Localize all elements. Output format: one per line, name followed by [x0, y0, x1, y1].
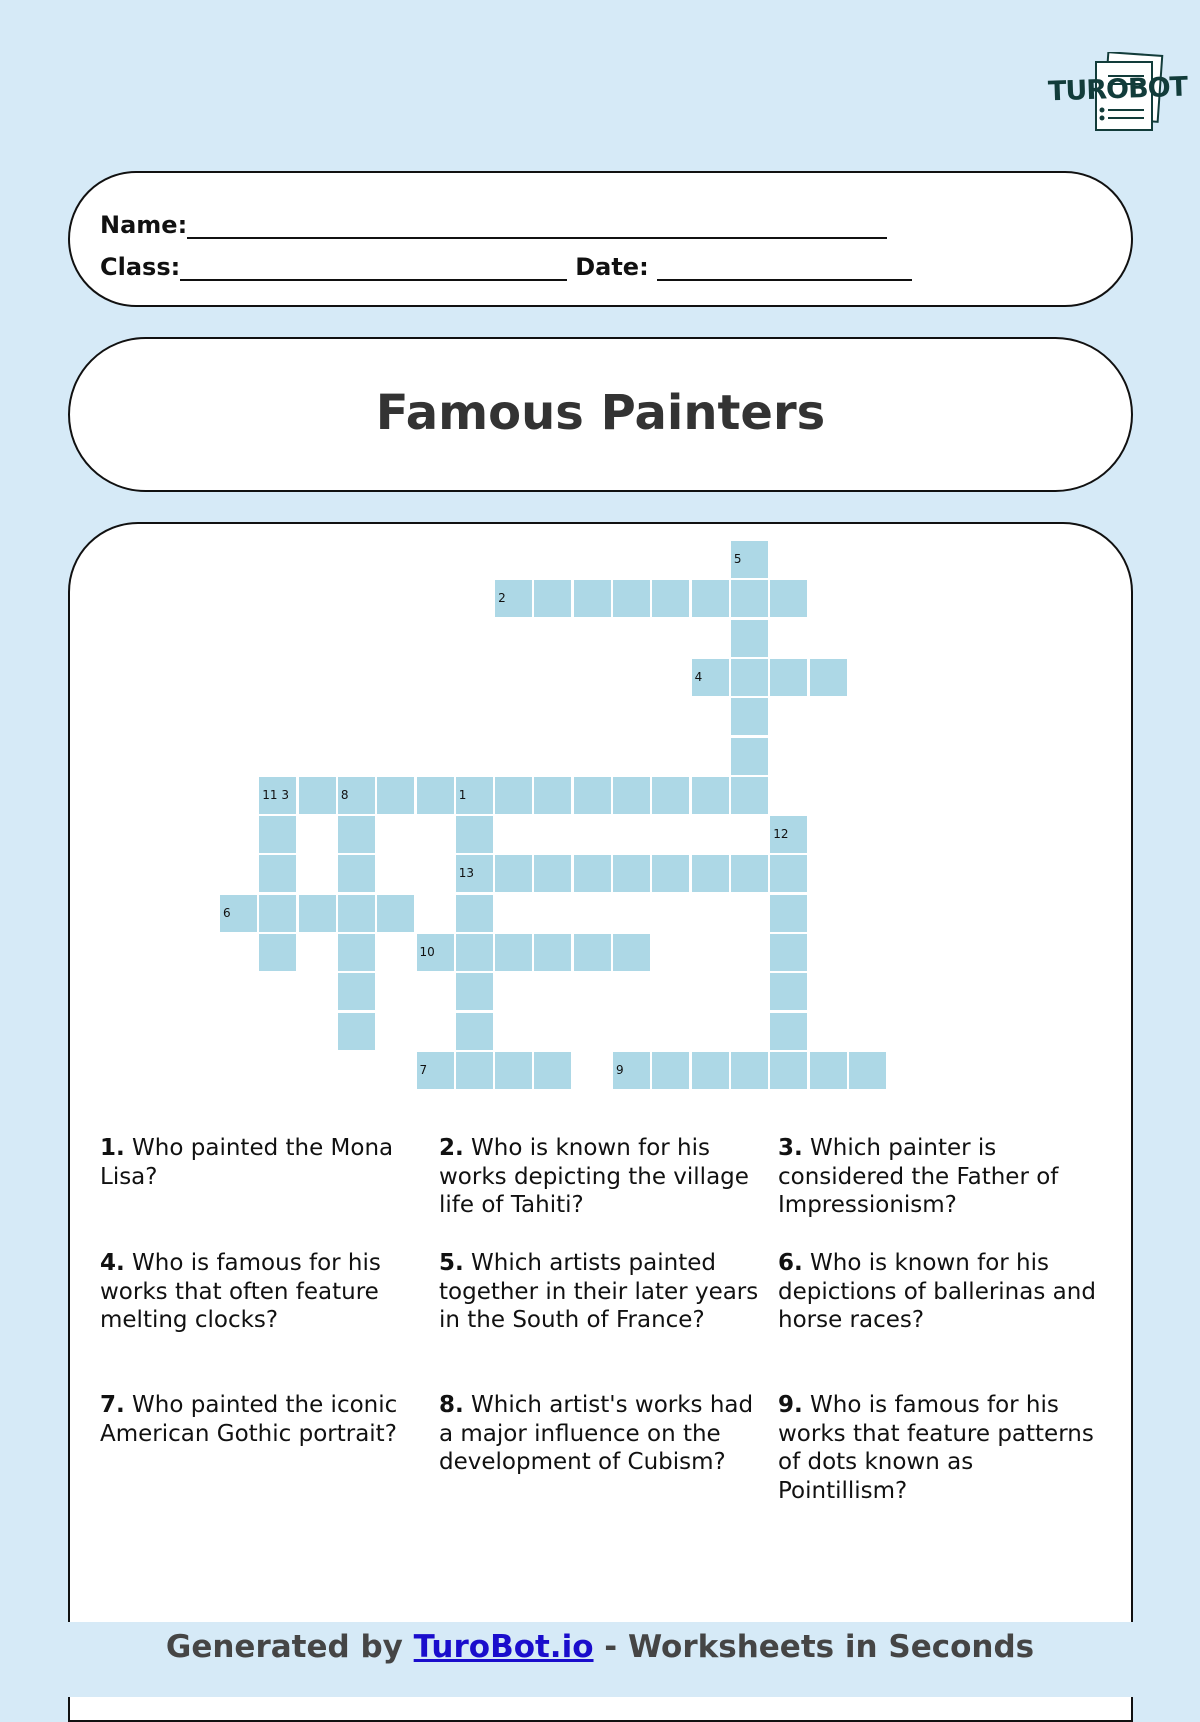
turobot-logo [1046, 52, 1188, 138]
crossword-cell[interactable] [338, 1013, 375, 1050]
crossword-cell[interactable] [338, 855, 375, 892]
crossword-cell[interactable] [810, 1052, 847, 1089]
clue-number: 3. [778, 1135, 803, 1161]
crossword-cell[interactable] [731, 620, 768, 657]
crossword-cell[interactable] [613, 777, 650, 814]
clue-text: Who is famous for his works that often feature melting clocks? [100, 1250, 381, 1333]
crossword-cell[interactable] [652, 777, 689, 814]
clue-number: 6. [778, 1250, 803, 1276]
crossword-cell[interactable] [731, 855, 768, 892]
footer-text [0, 1622, 1200, 1672]
cell-number: 12 [773, 827, 789, 842]
clue-item [778, 1391, 1098, 1505]
crossword-cell[interactable] [770, 1013, 807, 1050]
crossword-cell[interactable] [731, 580, 768, 617]
crossword-cell[interactable] [534, 1052, 571, 1089]
title-card [68, 337, 1133, 492]
clue-number: 2. [439, 1135, 464, 1161]
crossword-cell[interactable] [810, 659, 847, 696]
clue-text: Who painted the Mona Lisa? [100, 1135, 394, 1190]
crossword-cell[interactable] [534, 580, 571, 617]
crossword-cell[interactable] [692, 580, 729, 617]
crossword-cell[interactable] [652, 1052, 689, 1089]
student-info-card [68, 171, 1133, 307]
crossword-cell[interactable] [299, 777, 336, 814]
worksheet-title: Famous Painters [375, 385, 826, 441]
cell-number: 4 [694, 669, 703, 684]
crossword-cell[interactable] [692, 855, 729, 892]
crossword-cell[interactable] [417, 777, 454, 814]
crossword-cell[interactable] [770, 659, 807, 696]
crossword-cell[interactable] [495, 934, 532, 971]
crossword-cell[interactable] [770, 934, 807, 971]
date-label: Date: [575, 253, 649, 281]
crossword-cell[interactable] [456, 816, 493, 853]
crossword-cell[interactable] [652, 580, 689, 617]
clue-number: 7. [100, 1392, 125, 1418]
class-label: Class: [100, 253, 181, 281]
crossword-cell[interactable] [338, 973, 375, 1010]
clue-item [439, 1249, 759, 1335]
crossword-cell[interactable] [456, 1013, 493, 1050]
clue-number: 9. [778, 1392, 803, 1418]
clue-item [439, 1391, 759, 1477]
clue-item [100, 1249, 420, 1335]
crossword-cell[interactable] [534, 934, 571, 971]
clue-text: Which artists painted together in their later years in the South of France? [439, 1250, 759, 1333]
cell-number: 5 [733, 552, 742, 566]
crossword-cell[interactable] [534, 777, 571, 814]
crossword-cell[interactable] [259, 934, 296, 971]
crossword-cell[interactable] [731, 738, 768, 775]
crossword-cell[interactable] [692, 777, 729, 814]
crossword-cell[interactable] [259, 895, 296, 932]
clue-text: Who painted the iconic American Gothic portrait? [100, 1392, 398, 1447]
crossword-cell[interactable] [495, 777, 532, 814]
crossword-cell[interactable] [613, 855, 650, 892]
crossword-cell[interactable] [652, 855, 689, 892]
date-field[interactable] [657, 253, 912, 281]
crossword-cell[interactable] [259, 816, 296, 853]
crossword-cell[interactable] [731, 1052, 768, 1089]
crossword-cell[interactable] [377, 895, 414, 932]
class-field[interactable] [180, 253, 567, 281]
crossword-card [68, 522, 1133, 1722]
crossword-cell[interactable] [849, 1052, 886, 1089]
crossword-cell[interactable] [731, 698, 768, 735]
footer-suffix: - Worksheets in Seconds [593, 1629, 1035, 1665]
footer [0, 1622, 1200, 1697]
clue-text: Who is famous for his works that feature patterns of dots known as Pointillism? [778, 1392, 1094, 1504]
crossword-cell[interactable] [495, 855, 532, 892]
clue-text: Who is known for his works depicting the village life of Tahiti? [439, 1135, 749, 1218]
clue-text: Which painter is considered the Father of Impressionism? [778, 1135, 1059, 1218]
crossword-cell[interactable] [574, 934, 611, 971]
clue-number: 1. [100, 1135, 125, 1161]
crossword-cell[interactable] [770, 895, 807, 932]
cell-number: 7 [419, 1062, 428, 1077]
name-row [100, 211, 887, 239]
name-field[interactable] [187, 211, 887, 239]
turobot-link[interactable]: TuroBot.io [413, 1629, 594, 1665]
footer-prefix: Generated by [165, 1629, 414, 1665]
crossword-cell[interactable] [377, 777, 414, 814]
clue-number: 8. [439, 1392, 464, 1418]
clue-item [439, 1134, 759, 1220]
crossword-cell[interactable] [770, 580, 807, 617]
logo-text: TUROBOT [1047, 71, 1188, 108]
crossword-cell[interactable] [338, 934, 375, 971]
crossword-cell[interactable] [574, 855, 611, 892]
clue-text: Which artist's works had a major influence on the development of Cubism? [439, 1392, 754, 1475]
crossword-cell[interactable] [731, 777, 768, 814]
cell-number: 10 [419, 945, 435, 959]
cell-number: 8 [340, 787, 349, 802]
crossword-cell[interactable] [574, 580, 611, 617]
class-date-row [100, 253, 912, 281]
crossword-cell[interactable] [338, 895, 375, 932]
cell-number: 2 [498, 591, 506, 606]
crossword-cell[interactable] [456, 973, 493, 1010]
crossword-cell[interactable] [456, 895, 493, 932]
crossword-cell[interactable] [613, 580, 650, 617]
cell-number: 13 [458, 866, 475, 881]
crossword-cell[interactable] [495, 1052, 532, 1089]
cell-number: 6 [223, 905, 231, 920]
crossword-cell[interactable] [456, 1052, 493, 1089]
crossword-cell[interactable] [692, 1052, 729, 1089]
crossword-cell[interactable] [338, 816, 375, 853]
clue-item [778, 1134, 1098, 1220]
clue-text: Who is known for his depictions of ballerinas and horse races? [778, 1250, 1096, 1333]
crossword-cell[interactable] [731, 659, 768, 696]
crossword-cell[interactable] [456, 934, 493, 971]
crossword-cell[interactable] [534, 855, 571, 892]
cell-number: 11 3 [262, 787, 290, 802]
crossword-cell[interactable] [770, 855, 807, 892]
crossword-cell[interactable] [613, 934, 650, 971]
cell-number: 9 [616, 1062, 624, 1077]
clue-number: 5. [439, 1250, 464, 1276]
clue-item [778, 1249, 1098, 1335]
clue-item [100, 1134, 420, 1191]
crossword-cell[interactable] [770, 973, 807, 1010]
clue-number: 4. [100, 1250, 125, 1276]
crossword-cell[interactable] [574, 777, 611, 814]
name-label: Name: [100, 211, 188, 239]
crossword-cell[interactable] [259, 855, 296, 892]
clue-item [100, 1391, 420, 1448]
crossword-cell[interactable] [299, 895, 336, 932]
cell-number: 1 [458, 787, 467, 802]
crossword-cell[interactable] [770, 1052, 807, 1089]
